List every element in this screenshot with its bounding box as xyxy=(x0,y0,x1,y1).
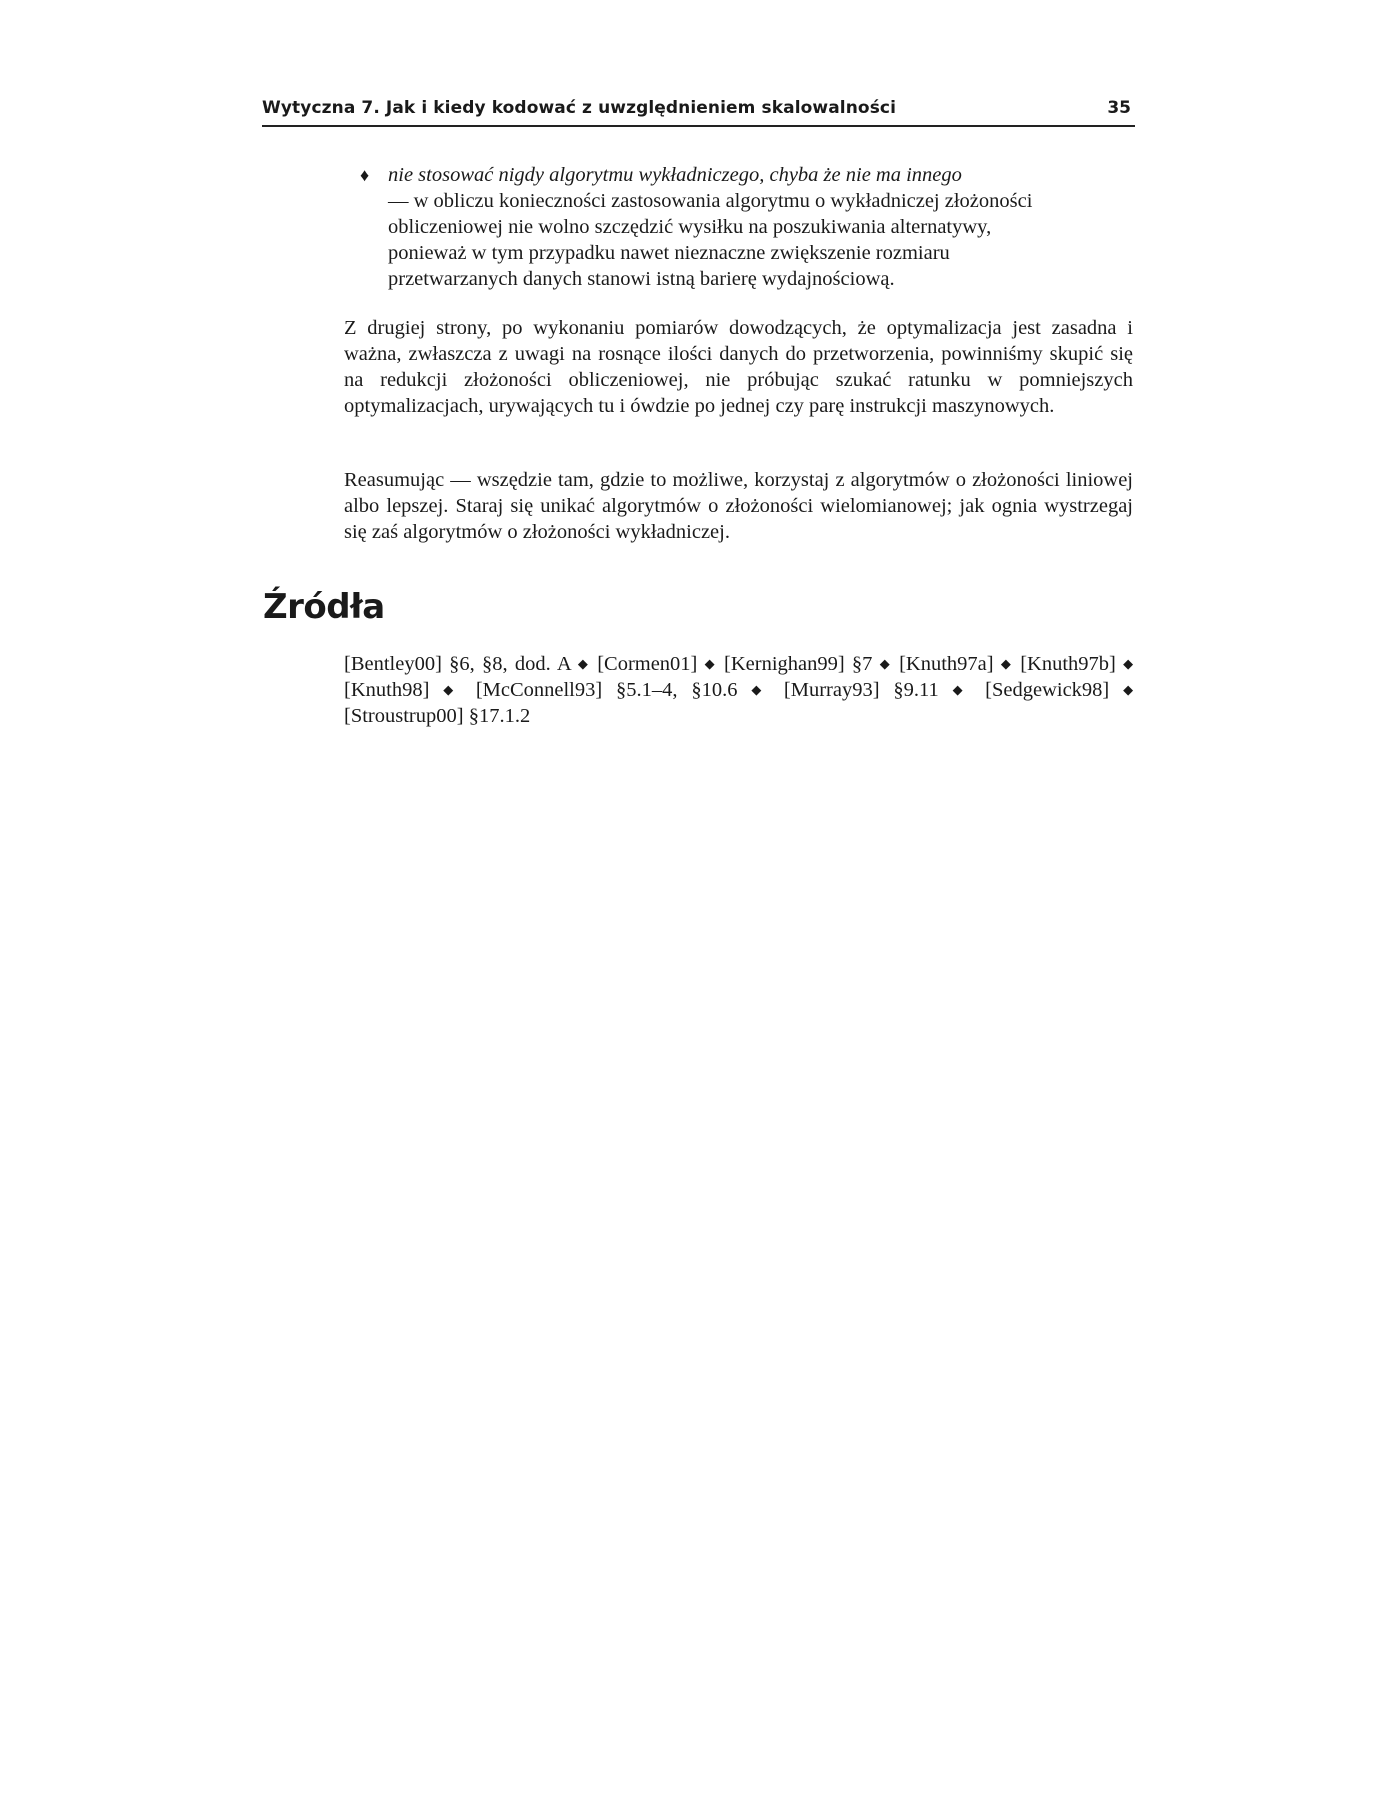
reference-separator-icon: ◆ xyxy=(1000,656,1013,671)
reference-item: [Knuth97b] xyxy=(1020,653,1116,675)
reference-item: [Knuth98] xyxy=(344,679,430,701)
reference-separator-icon: ◆ xyxy=(577,656,590,671)
body-paragraph: Reasumując — wszędzie tam, gdzie to możliwe, korzystaj z algorytmów o złożoności liniowej albo lepszej. Staraj się unikać algorytmów o złożoności wielomianowej; jak ognia wystrzegaj się zaś algorytmów o złożoności wykładniczej. xyxy=(344,469,1133,543)
bullet-italic-lead: nie stosować nigdy algorytmu wykładniczego, chyba że nie ma innego xyxy=(388,164,962,186)
bullet-item xyxy=(360,162,1133,292)
reference-separator-icon: ◆ xyxy=(952,682,972,697)
reference-item: [McConnell93] §5.1–4, §10.6 xyxy=(475,679,738,701)
reference-item: [Sedgewick98] xyxy=(985,679,1110,701)
references-list xyxy=(344,651,1133,729)
reference-separator-icon: ◆ xyxy=(879,656,892,671)
running-header-title: Wytyczna 7. Jak i kiedy kodować z uwzględnieniem skalowalności xyxy=(262,98,897,118)
reference-item: [Knuth97a] xyxy=(899,653,994,675)
reference-item: [Bentley00] §6, §8, dod. A xyxy=(344,653,571,675)
reference-separator-icon: ◆ xyxy=(704,656,717,671)
bullet-line: ponieważ w tym przypadku nawet nieznaczne zwiększenie rozmiaru xyxy=(388,242,950,264)
bullet-line: — w obliczu konieczności zastosowania algorytmu o wykładniczej złożoności xyxy=(388,190,1033,212)
body-paragraph: Z drugiej strony, po wykonaniu pomiarów dowodzących, że optymalizacja jest zasadna i ważna, zwłaszcza z uwagi na rosnące ilości danych do przetworzenia, powinniśmy skupić się na redukcji złożoności obliczeniowej, nie próbując szukać ratunku w pomniejszych optymalizacjach, urywających tu i ówdzie po jednej czy parę instrukcji maszynowych. xyxy=(344,317,1133,417)
reference-item: [Murray93] §9.11 xyxy=(783,679,939,701)
bullet-line: przetwarzanych danych stanowi istną barierę wydajnościową. xyxy=(388,268,895,290)
reference-item: [Stroustrup00] §17.1.2 xyxy=(344,705,531,727)
page-header xyxy=(262,95,1135,127)
page-number: 35 xyxy=(1107,98,1131,118)
reference-separator-icon: ◆ xyxy=(1123,682,1134,697)
reference-separator-icon: ◆ xyxy=(1123,656,1134,671)
reference-item: [Kernighan99] §7 xyxy=(724,653,873,675)
reference-separator-icon: ◆ xyxy=(443,682,462,697)
reference-separator-icon: ◆ xyxy=(751,682,771,697)
section-heading: Źródła xyxy=(263,587,385,627)
reference-item: [Cormen01] xyxy=(597,653,698,675)
bullet-line: obliczeniowej nie wolno szczędzić wysiłku na poszukiwania alternatywy, xyxy=(388,216,992,238)
diamond-bullet-icon: ♦ xyxy=(360,165,370,185)
